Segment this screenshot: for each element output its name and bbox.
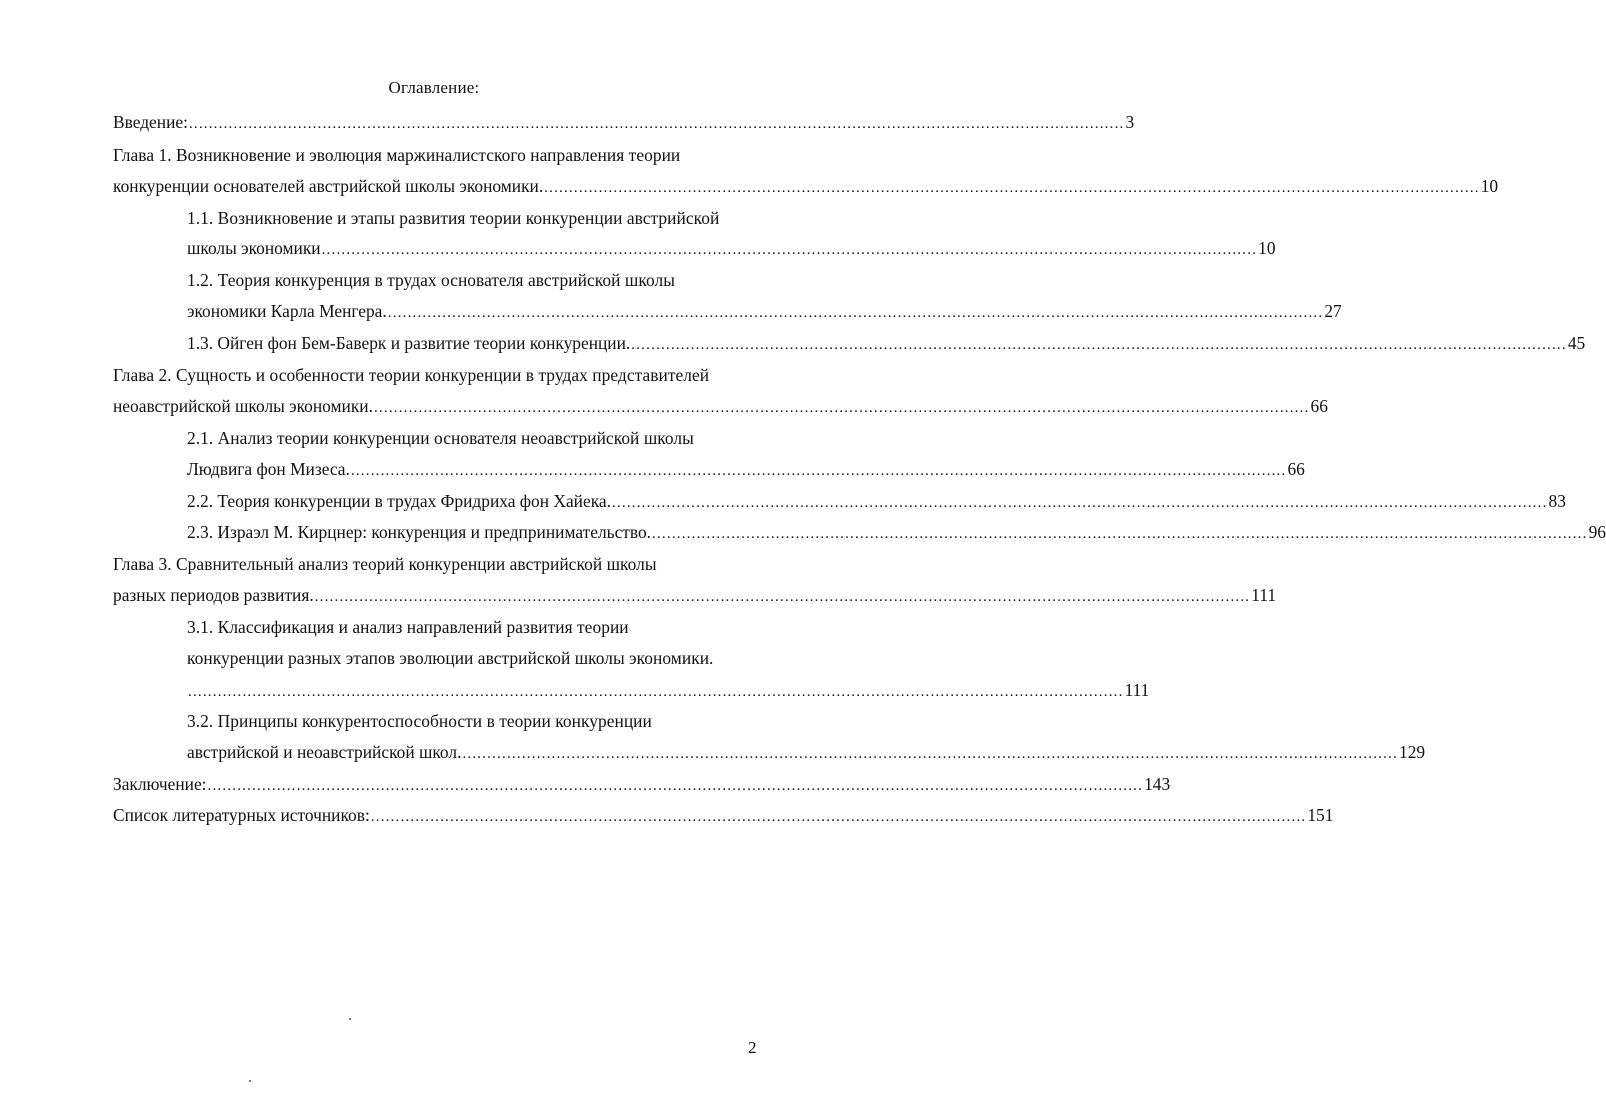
- toc-entry-references[interactable]: [113, 803, 1334, 829]
- toc-entry-text: школы экономики: [187, 238, 321, 258]
- dot-leader: .............................................................................................................................................................................................: [321, 242, 1258, 258]
- dot-leader: .............................................................................................................................................................................................: [188, 684, 1124, 700]
- toc-entry-s3-1-line2[interactable]: конкуренции разных этапов эволюции австрийской школы экономики.: [187, 648, 714, 668]
- dot-leader: .............................................................................................................................................................................................: [350, 463, 1287, 479]
- dot-leader: .............................................................................................................................................................................................: [462, 746, 1398, 762]
- toc-entry-s3-1[interactable]: [187, 678, 1150, 704]
- dot-leader: .............................................................................................................................................................................................: [373, 400, 1310, 416]
- toc-entry-text: Список литературных источников:: [113, 805, 370, 825]
- dot-leader: .............................................................................................................................................................................................: [544, 180, 1480, 196]
- dot-leader: .............................................................................................................................................................................................: [652, 526, 1588, 542]
- toc-entry-page: 66: [1287, 459, 1305, 479]
- toc-entry-page: 10: [1480, 176, 1499, 196]
- toc-entry-page: 143: [1144, 774, 1171, 794]
- toc-entry-text: неоавстрийской школы экономики.: [113, 396, 373, 416]
- toc-entry-text: 2.3. Израэл М. Кирцнер: конкуренция и предпринимательство.: [187, 522, 652, 542]
- dot-leader: .............................................................................................................................................................................................: [314, 589, 1251, 605]
- toc-entry-s2-2[interactable]: [187, 489, 1566, 515]
- toc-entry-text: экономики Карла Менгера.: [187, 301, 387, 321]
- toc-entry-s1-3[interactable]: [187, 331, 1586, 357]
- toc-entry-text: Введение:: [113, 112, 188, 132]
- toc-entry-page: 66: [1310, 396, 1328, 416]
- toc-entry-ch1[interactable]: [113, 174, 1499, 200]
- toc-entry-conclusion[interactable]: [113, 772, 1171, 798]
- toc-entry-page: 3: [1125, 112, 1135, 132]
- toc-entry-page: 111: [1124, 680, 1150, 700]
- toc-entry-text: 1.3. Ойген фон Бем-Баверк и развитие теории конкуренции.: [187, 333, 631, 353]
- toc-entry-page: 96: [1588, 522, 1606, 542]
- toc-entry-text: Заключение:: [113, 774, 207, 794]
- toc-entry-ch2-line1[interactable]: Глава 2. Сущность и особенности теории конкуренции в трудах представителей: [113, 365, 710, 385]
- dot-leader: .............................................................................................................................................................................................: [207, 778, 1144, 794]
- toc-entry-page: 10: [1258, 238, 1276, 258]
- toc-entry-s1-2[interactable]: [187, 299, 1342, 325]
- dot-leader: .............................................................................................................................................................................................: [611, 495, 1548, 511]
- toc-entry-text: разных периодов развития.: [113, 585, 314, 605]
- scan-speck: [249, 1080, 251, 1082]
- toc-entry-s3-1-line1[interactable]: 3.1. Классификация и анализ направлений развития теории: [187, 617, 629, 637]
- toc-entry-page: 83: [1548, 491, 1566, 511]
- dot-leader: .............................................................................................................................................................................................: [188, 116, 1125, 132]
- toc-entry-s1-1[interactable]: [187, 236, 1276, 262]
- toc-entry-text: австрийской и неоавстрийской школ.: [187, 742, 462, 762]
- toc-entry-s1-2-line1[interactable]: 1.2. Теория конкуренция в трудах основателя австрийской школы: [187, 270, 675, 290]
- toc-entry-page: 129: [1399, 742, 1426, 762]
- toc-entry-s1-1-line1[interactable]: 1.1. Возникновение и этапы развития теории конкуренции австрийской: [187, 208, 720, 228]
- toc-entry-ch2[interactable]: [113, 394, 1328, 420]
- toc-entry-ch1-line1[interactable]: Глава 1. Возникновение и эволюция маржиналистского направления теории: [113, 145, 681, 165]
- page-number: 2: [748, 1038, 757, 1057]
- dot-leader: .............................................................................................................................................................................................: [387, 305, 1324, 321]
- dot-leader: .............................................................................................................................................................................................: [370, 809, 1307, 825]
- toc-entry-intro[interactable]: [113, 110, 1135, 136]
- toc-entry-s3-2[interactable]: [187, 740, 1426, 766]
- toc-entry-page: 45: [1567, 333, 1586, 353]
- dot-leader: .............................................................................................................................................................................................: [631, 337, 1567, 353]
- toc-entry-s3-2-line1[interactable]: 3.2. Принципы конкурентоспособности в теории конкуренции: [187, 711, 652, 731]
- toc-entry-s2-1[interactable]: [187, 457, 1305, 483]
- toc-entry-s2-3[interactable]: [187, 520, 1606, 546]
- toc-entry-page: 27: [1324, 301, 1342, 321]
- toc-title: Оглавление:: [388, 78, 480, 97]
- toc-entry-text: конкуренции основателей австрийской школы экономики.: [113, 176, 544, 196]
- toc-entry-text: 2.2. Теория конкуренции в трудах Фридриха фон Хайека.: [187, 491, 611, 511]
- toc-entry-s2-1-line1[interactable]: 2.1. Анализ теории конкуренции основателя неоавстрийской школы: [187, 428, 694, 448]
- toc-entry-ch3-line1[interactable]: Глава 3. Сравнительный анализ теорий конкуренции австрийской школы: [113, 554, 657, 574]
- scan-speck: [349, 1018, 351, 1020]
- toc-entry-text: Людвига фон Мизеса.: [187, 459, 350, 479]
- toc-entry-page: 151: [1307, 805, 1334, 825]
- toc-entry-ch3[interactable]: [113, 583, 1277, 609]
- toc-entry-page: 111: [1251, 585, 1277, 605]
